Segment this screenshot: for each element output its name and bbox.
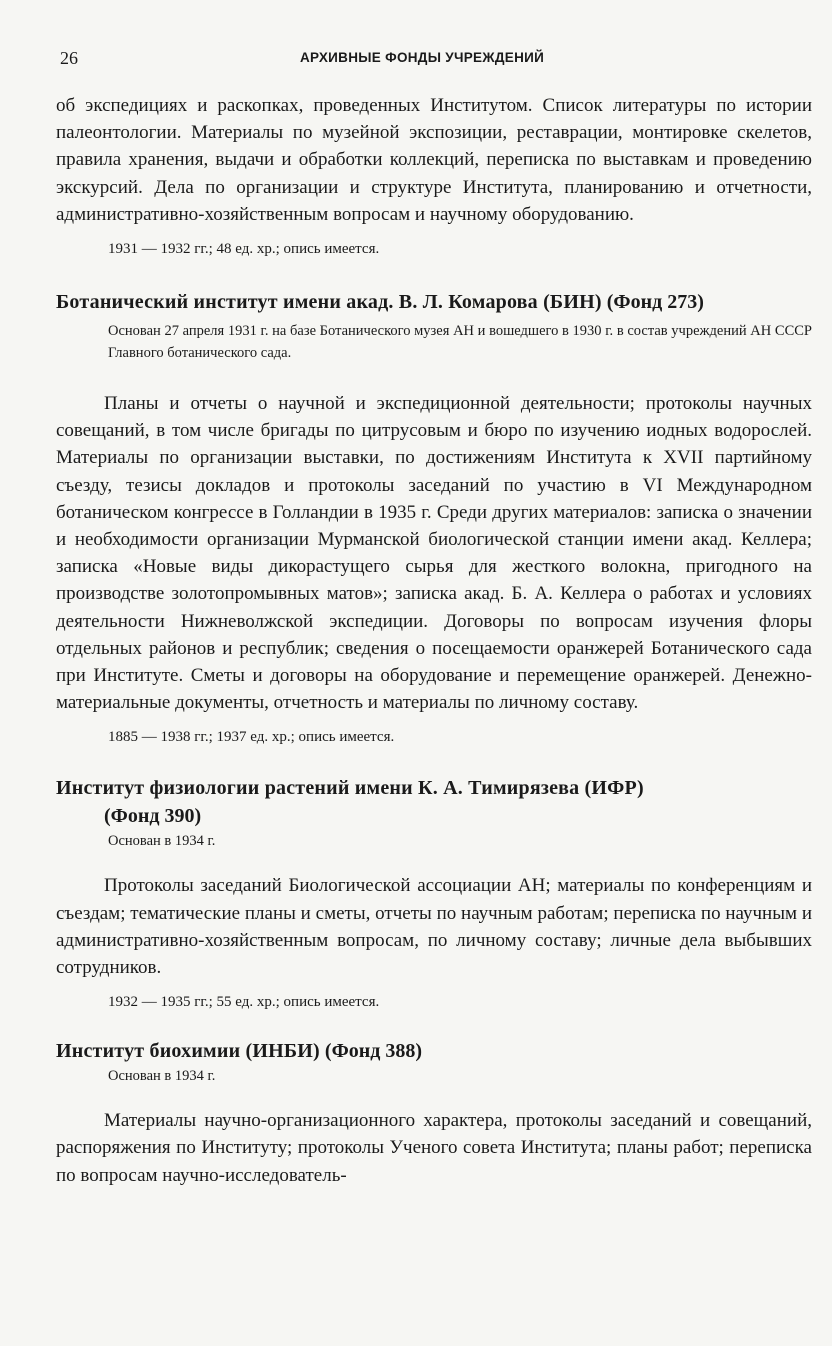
intro-paragraph: об экспедициях и раскопках, проведенных Институтом. Список литературы по истории палеонтологии. Материалы по музейной экспозиции, реставрации, монтировке скелетов, правила хранения, выдачи и обработки коллекций, переписка по выставкам и проведению экскурсий. Дела по организации и структуре Института, планированию и отчетности, административно-хозяйственным вопросам и научному оборудованию. [56,95,812,225]
running-head-title: АРХИВНЫЕ ФОНДЫ УЧРЕЖДЕНИЙ [300,50,545,65]
running-head [60,48,802,68]
entry-title [56,774,812,830]
entry-founded: Основан в 1934 г. [108,833,216,850]
entry-fond: (Фонд 390) [104,805,202,828]
entry-name: Институт биохимии (ИНБИ) [56,1040,320,1063]
entry-description: Планы и отчеты о научной и экспедиционной деятельности; протоколы научных совещаний, в том числе бригады по цитрусовым и бюро по изучению иодных водорослей. Материалы по организации выставки, по достижениям Института к XVII партийному съезду, тезисы докладов и протоколы заседаний по участию в VI Международном ботаническом конгрессе в Голландии в 1935 г. Среди других материалов: записка о значении и необходимости организации Мурманской биологической станции имени акад. Келлера; записка «Новые виды дикорастущего сырья для жесткого волокна, пригодного на производстве золотопромывных матов»; записка акад. Б. А. Келлера о работах и условиях деятельности Нижневолжской экспедиции. Договоры по вопросам изучения флоры отдельных районов и республик; сведения о посещаемости оранжерей Ботанического сада при Институте. Сметы и договоры на оборудование и перемещение оранжерей. Денежно-материальные документы, отчетность и материалы по личному составу. [56,393,812,714]
entry-name: Ботанический институт имени акад. В. Л. Комарова (БИН) [56,291,602,314]
entry-bin [56,288,812,748]
entry-name: Институт физиологии растений имени К. А. Тимирязева (ИФР) [56,777,644,800]
entry-founded: Основан в 1934 г. [108,1068,216,1085]
entry-title [56,288,812,316]
entry-ifr [56,774,812,1013]
page-number: 26 [60,48,78,68]
entry-description: Материалы научно-организационного характера, протоколы заседаний и совещаний, распоряжения по Институту; протоколы Ученого совета Института; планы работ; переписка по вопросам научно-исследователь- [56,1110,812,1186]
entry-inbi [56,1037,812,1189]
page-content [56,92,812,1189]
entry-fond: (Фонд 388) [324,1040,423,1063]
intro-holdings-info: 1931 — 1932 гг.; 48 ед. хр.; опись имеется. [108,241,380,258]
entry-description: Протоколы заседаний Биологической ассоциации АН; материалы по конференциям и съездам; тематические планы и сметы, отчеты по научным работам; переписка по научным и административно-хозяйственным вопросам, по личному составу; личные дела выбывших сотрудников. [56,875,812,979]
entry-fond: (Фонд 273) [606,291,704,314]
entry-holdings-info: 1932 — 1935 гг.; 55 ед. хр.; опись имеется. [108,994,380,1011]
entry-founded: Основан 27 апреля 1931 г. на базе Ботанического музея АН и вошедшего в 1930 г. в состав учреждений АН СССР Главного ботанического сада. [108,323,812,362]
entry-holdings-info: 1885 — 1938 гг.; 1937 ед. хр.; опись имеется. [108,729,395,746]
entry-title [56,1037,812,1065]
intro-section [56,92,812,260]
